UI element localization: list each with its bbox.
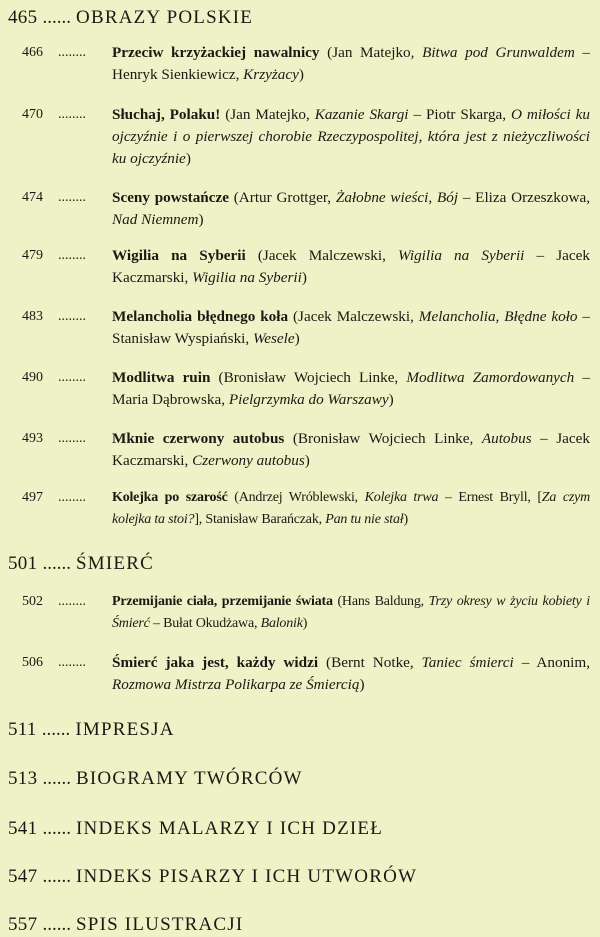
section-leader-dots: ...... (41, 719, 71, 740)
entry-leader-dots: ........ (58, 655, 86, 670)
toc-section-heading[interactable] (8, 865, 594, 889)
toc-entry[interactable] (22, 42, 590, 86)
section-page-number: 513 (8, 768, 38, 789)
entry-leader-dots: ........ (58, 107, 86, 122)
entry-page-number: 466 (22, 45, 43, 60)
toc-entry[interactable] (22, 104, 590, 170)
work-title: Wigilia na Syberii (398, 247, 525, 264)
section-leader-dots: ...... (42, 914, 71, 935)
section-title: SPIS ILUSTRACJI (76, 914, 244, 935)
entry-attribution: – Maria Dąbrowska, (112, 369, 590, 408)
work-title: Balonik (260, 616, 303, 631)
work-title: Trzy okresy w życiu kobiety i Śmierć (112, 594, 590, 631)
toc-section-heading[interactable] (8, 6, 594, 30)
entry-attribution: ) (301, 269, 307, 286)
entry-text (112, 367, 590, 411)
work-title: Modlitwa Zamordowanych (406, 369, 575, 386)
work-title: Nad Niemnem (112, 211, 199, 228)
entry-leader-dots: ........ (58, 190, 86, 205)
toc-entry[interactable] (22, 591, 590, 635)
entry-attribution: (Hans Baldung, (332, 594, 429, 609)
work-title: Autobus (481, 430, 532, 447)
entry-text (112, 104, 590, 170)
entry-text (112, 591, 590, 635)
work-title: Wigilia na Syberii (192, 269, 302, 286)
entry-text (112, 187, 590, 231)
entry-leader-dots: ........ (58, 370, 86, 385)
entry-attribution: (Bernt Notke, (318, 654, 422, 671)
entry-attribution: (Jan Matejko, (220, 106, 315, 123)
entry-page-number: 470 (22, 107, 43, 122)
section-page-number: 547 (8, 866, 38, 887)
entry-title: Sceny powstańcze (112, 189, 229, 206)
entry-text (112, 245, 590, 289)
entry-attribution: – Bułat Okudżawa, (149, 616, 261, 631)
entry-attribution: (Jan Matejko, (319, 44, 423, 61)
entry-title: Melancholia błędnego koła (112, 308, 289, 325)
section-title: INDEKS PISARZY I ICH UTWORÓW (76, 866, 418, 887)
entry-text (112, 487, 590, 531)
toc-entry[interactable] (22, 652, 590, 696)
entry-leader-dots: ........ (58, 248, 86, 263)
work-title: Czerwony autobus (192, 452, 305, 469)
entry-attribution: – Anonim, (513, 654, 590, 671)
entry-title: Przeciw krzyżackiej nawalnicy (112, 44, 320, 61)
entry-attribution: (Jacek Malczewski, (288, 308, 419, 325)
section-page-number: 541 (8, 818, 38, 839)
entry-title: Mknie czerwony autobus (112, 430, 285, 447)
entry-attribution: – Eliza Orzeszkowa, (458, 189, 590, 206)
work-title: O miłości ku ojczyźnie i o pierwszej chorobie Rzeczypospolitej, która jest z nieżyczliwości ku ojczyźnie (112, 106, 590, 167)
section-leader-dots: ...... (42, 866, 71, 887)
toc-entry[interactable] (22, 306, 590, 350)
entry-leader-dots: ........ (58, 594, 86, 609)
entry-leader-dots: ........ (58, 309, 86, 324)
entry-leader-dots: ........ (58, 431, 86, 446)
entry-attribution: ) (185, 150, 191, 167)
work-title: Wesele (252, 330, 295, 347)
section-page-number: 465 (8, 7, 38, 28)
section-page-number: 557 (8, 914, 38, 935)
section-title: INDEKS MALARZY I ICH DZIEŁ (76, 818, 384, 839)
entry-text (112, 42, 590, 86)
entry-text (112, 306, 590, 350)
work-title: Za czym kolejka ta stoi? (112, 490, 591, 527)
toc-section-heading[interactable] (8, 718, 594, 742)
entry-attribution: ) (304, 452, 310, 469)
toc-section-heading[interactable] (8, 552, 594, 576)
toc-section-heading[interactable] (8, 767, 594, 791)
work-title: Pielgrzymka do Warszawy (228, 391, 389, 408)
entry-page-number: 483 (22, 309, 43, 324)
toc-section-heading[interactable] (8, 913, 594, 937)
entry-leader-dots: ........ (58, 490, 86, 505)
work-title: Krzyżacy (243, 66, 299, 83)
entry-title: Kolejka po szarość (112, 490, 228, 505)
section-title: OBRAZY POLSKIE (76, 7, 254, 28)
section-leader-dots: ...... (42, 768, 71, 789)
entry-page-number: 490 (22, 370, 43, 385)
entry-text (112, 652, 590, 696)
section-page-number: 501 (8, 553, 38, 574)
entry-attribution: – Stanisław Wyspiański, (112, 308, 591, 347)
entry-page-number: 502 (22, 594, 43, 609)
work-title: Melancholia, Błędne koło (418, 308, 578, 325)
toc-section-heading[interactable] (8, 817, 594, 841)
entry-title: Wigilia na Syberii (112, 247, 246, 264)
entry-attribution: ) (403, 512, 408, 527)
entry-attribution: ) (294, 330, 300, 347)
section-leader-dots: ...... (42, 818, 71, 839)
work-title: Kolejka trwa (364, 490, 439, 505)
entry-attribution: ) (298, 66, 304, 83)
entry-page-number: 479 (22, 248, 43, 263)
entry-attribution: ) (302, 616, 308, 631)
section-title: BIOGRAMY TWÓRCÓW (76, 768, 303, 789)
work-title: Taniec śmierci (421, 654, 514, 671)
work-title: Pan tu nie stał (325, 512, 404, 527)
entry-attribution: (Jacek Malczewski, (245, 247, 399, 264)
toc-entry[interactable] (22, 487, 590, 531)
entry-title: Słuchaj, Polaku! (112, 106, 221, 123)
section-title: IMPRESJA (75, 719, 175, 740)
entry-title: Śmierć jaka jest, każdy widzi (112, 654, 319, 671)
toc-entry[interactable] (22, 187, 590, 231)
toc-entry[interactable] (22, 367, 590, 411)
entry-attribution: – Jacek Kaczmarski, (112, 247, 590, 286)
work-title: Żałobne wieści, Bój (335, 189, 459, 206)
entry-page-number: 474 (22, 190, 43, 205)
entry-attribution: ) (359, 676, 365, 693)
entry-page-number: 493 (22, 431, 43, 446)
section-leader-dots: ...... (42, 7, 71, 28)
entry-attribution: – Piotr Skarga, (408, 106, 511, 123)
work-title: Kazanie Skargi (314, 106, 409, 123)
entry-title: Modlitwa ruin (112, 369, 211, 386)
entry-text (112, 428, 590, 472)
section-leader-dots: ...... (42, 553, 71, 574)
toc-entry[interactable] (22, 428, 590, 472)
entry-page-number: 506 (22, 655, 43, 670)
entry-attribution: (Andrzej Wróblewski, (227, 490, 365, 505)
section-title: ŚMIERĆ (76, 553, 154, 574)
entry-attribution: – Ernest Bryll, [ (438, 490, 542, 505)
entry-leader-dots: ........ (58, 45, 86, 60)
entry-attribution: (Artur Grottger, (228, 189, 336, 206)
entry-attribution: ) (198, 211, 204, 228)
entry-attribution: ) (388, 391, 394, 408)
entry-attribution: – Henryk Sienkiewicz, (112, 44, 591, 83)
toc-entry[interactable] (22, 245, 590, 289)
entry-attribution: ], Stanisław Barańczak, (194, 512, 326, 527)
work-title: Rozmowa Mistrza Polikarpa ze Śmiercią (112, 676, 360, 693)
entry-attribution: – Jacek Kaczmarski, (112, 430, 591, 469)
entry-page-number: 497 (22, 490, 43, 505)
section-page-number: 511 (8, 719, 37, 740)
work-title: Bitwa pod Grunwaldem (422, 44, 575, 61)
entry-attribution: (Bronisław Wojciech Linke, (284, 430, 482, 447)
entry-attribution: (Bronisław Wojciech Linke, (210, 369, 407, 386)
entry-title: Przemijanie ciała, przemijanie świata (112, 594, 333, 609)
